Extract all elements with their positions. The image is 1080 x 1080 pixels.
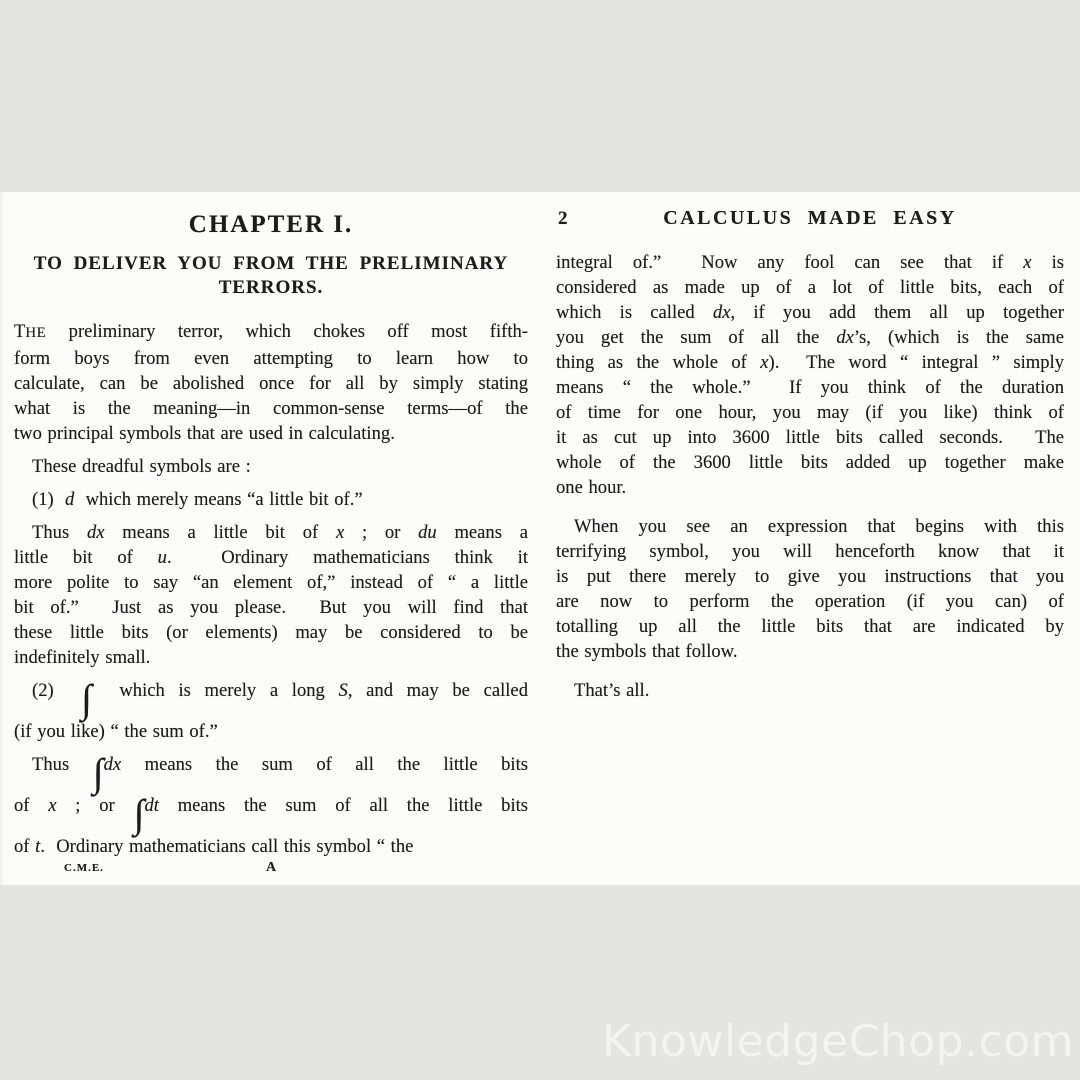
- text-line: When you see an expression that begins with this: [574, 516, 1064, 537]
- left-page-footer: [14, 861, 528, 879]
- right-page: [556, 192, 1064, 703]
- text-line: That’s all.: [574, 680, 650, 701]
- text-line: (if you like) “ the sum of.”: [14, 720, 218, 742]
- watermark: KnowledgeChop.com: [602, 1016, 1074, 1067]
- right-page-body: [556, 250, 1064, 703]
- paragraph: [14, 749, 529, 859]
- paragraph: [14, 675, 528, 744]
- text-line: calculate, can be abolished once for all by simply stating: [14, 373, 528, 394]
- text-line: whole of the 3600 little bits added up together make: [556, 452, 1064, 473]
- chapter-subtitle: [14, 252, 528, 300]
- text-line: it as cut up into 3600 little bits called seconds. The: [556, 427, 1064, 448]
- text-line: one hour.: [556, 477, 627, 498]
- left-page-body: [14, 319, 528, 859]
- text-line: these little bits (or elements) may be considered to be: [14, 622, 528, 643]
- paragraph: [556, 250, 1064, 500]
- text-line: of t. Ordinary mathematicians call this symbol “ the: [14, 835, 414, 857]
- text-line: These dreadful symbols are :: [32, 456, 251, 477]
- text-line: THE preliminary terror, which chokes off most fifth-: [14, 321, 528, 342]
- text-line: means “ the whole.” If you think of the duration: [556, 377, 1064, 398]
- paragraph: [14, 487, 528, 512]
- text-line: of time for one hour, you may (if you like) think of: [556, 402, 1064, 423]
- integral-symbol: ∫: [92, 749, 104, 795]
- text-line: thing as the whole of x). The word “ integral ” simply: [556, 352, 1064, 373]
- text-line: Thus dx means a little bit of x ; or du means a: [32, 522, 528, 543]
- paragraph: [556, 678, 1064, 703]
- text-line: the symbols that follow.: [556, 641, 738, 662]
- text-line: terrifying symbol, you will henceforth know that it: [556, 541, 1064, 562]
- text-line: are now to perform the operation (if you can) of: [556, 591, 1064, 612]
- sheet-signature-letter: A: [265, 859, 277, 875]
- paragraph: [14, 454, 528, 479]
- text-line: of x ; or ∫dt means the sum of all the little bits: [14, 790, 529, 836]
- page-number: 2: [558, 208, 568, 229]
- text-line: bit of.” Just as you please. But you will find that: [14, 597, 528, 618]
- left-page: [14, 192, 528, 879]
- text-line: little bit of u. Ordinary mathematicians think it: [14, 547, 528, 568]
- top-letterbox-band: [0, 0, 1080, 192]
- text-line: totalling up all the little bits that are indicated by: [556, 616, 1064, 637]
- text-line: indefinitely small.: [14, 647, 151, 668]
- text-line: Thus ∫dx means the sum of all the little bits: [32, 749, 528, 795]
- running-head: CALCULUS MADE EASY: [663, 207, 957, 229]
- integral-symbol: ∫: [81, 675, 92, 721]
- paragraph: [14, 520, 528, 670]
- text-line: you get the sum of all the dx’s, (which is the same: [556, 327, 1064, 348]
- text-line: (1) d which merely means “a little bit of.”: [32, 489, 363, 510]
- text-line: (2) ∫ which is merely a long S, and may be called: [32, 675, 528, 721]
- right-page-header: [556, 207, 1064, 233]
- text-line: is put there merely to give you instructions that you: [556, 566, 1064, 587]
- text-line: which is called dx, if you add them all up together: [556, 302, 1064, 323]
- text-line: form boys from even attempting to learn how to: [14, 348, 528, 369]
- text-line: more polite to say “an element of,” instead of “ a little: [14, 572, 528, 593]
- text-line: considered as made up of a lot of little bits, each of: [556, 277, 1064, 298]
- integral-symbol: ∫: [133, 790, 145, 836]
- text-line: two principal symbols that are used in calculating.: [14, 423, 395, 444]
- text-line: integral of.” Now any fool can see that if x is: [556, 252, 1064, 273]
- paragraph: [556, 514, 1064, 664]
- printers-signature: C.M.E.: [64, 861, 104, 874]
- chapter-subtitle-line-2: TERRORS.: [218, 277, 324, 298]
- text-line: what is the meaning—in common-sense terms—of the: [14, 398, 528, 419]
- chapter-heading: CHAPTER I.: [188, 211, 354, 238]
- paragraph: [14, 319, 528, 446]
- chapter-subtitle-line-1: TO DELIVER YOU FROM THE PRELIMINARY: [33, 253, 509, 274]
